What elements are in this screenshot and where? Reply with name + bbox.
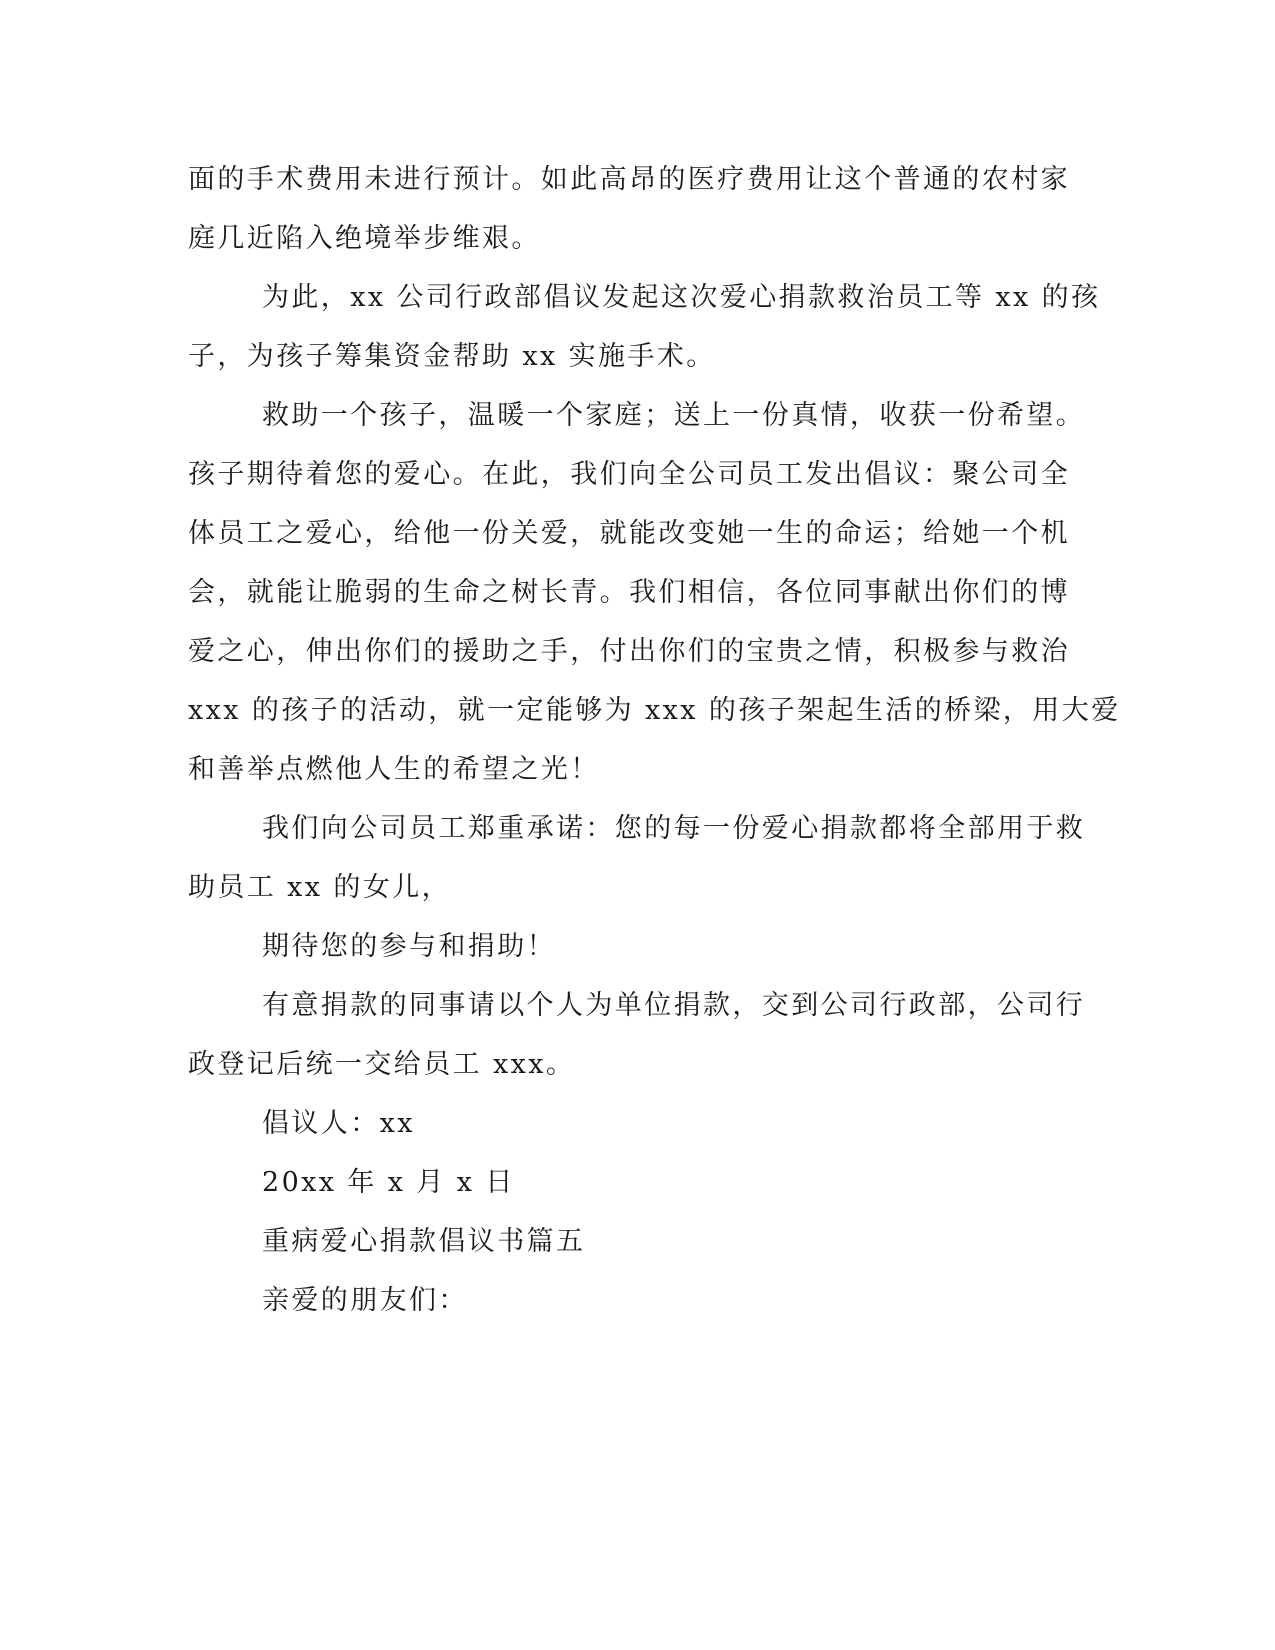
date-line: 20xx 年 x 月 x 日: [262, 1167, 515, 1198]
paragraph-2-line-2: 子，为孩子筹集资金帮助 xx 实施手术。: [188, 341, 716, 372]
paragraph-1-line-2: 庭几近陷入绝境举步维艰。: [188, 223, 541, 254]
paragraph-6-line-1: 有意捐款的同事请以个人为单位捐款，交到公司行政部，公司行: [262, 990, 1086, 1021]
paragraph-3-line-3: 体员工之爱心，给他一份关爱，就能改变她一生的命运；给她一个机: [188, 518, 1070, 549]
paragraph-2-line-1: 为此，xx 公司行政部倡议发起这次爱心捐款救治员工等 xx 的孩: [262, 282, 1101, 313]
paragraph-4-line-1: 我们向公司员工郑重承诺：您的每一份爱心捐款都将全部用于救: [262, 813, 1086, 844]
paragraph-6-line-2: 政登记后统一交给员工 xxx。: [188, 1049, 576, 1080]
proposer-line: 倡议人：xx: [262, 1108, 415, 1139]
paragraph-3-line-1: 救助一个孩子，温暖一个家庭；送上一份真情，收获一份希望。: [262, 400, 1086, 431]
paragraph-5-line-1: 期待您的参与和捐助！: [262, 931, 556, 962]
paragraph-3-line-4: 会，就能让脆弱的生命之树长青。我们相信，各位同事献出你们的博: [188, 577, 1070, 608]
salutation-line: 亲爱的朋友们：: [262, 1285, 468, 1316]
paragraph-4-line-2: 助员工 xx 的女儿，: [188, 872, 452, 903]
paragraph-3-line-6: xxx 的孩子的活动，就一定能够为 xxx 的孩子架起生活的桥梁，用大爱: [188, 695, 1121, 726]
paragraph-3-line-5: 爱之心，伸出你们的援助之手，付出你们的宝贵之情，积极参与救治: [188, 636, 1070, 667]
paragraph-3-line-2: 孩子期待着您的爱心。在此，我们向全公司员工发出倡议：聚公司全: [188, 459, 1070, 490]
paragraph-1-line-1: 面的手术费用未进行预计。如此高昂的医疗费用让这个普通的农村家: [188, 164, 1070, 195]
paragraph-3-line-7: 和善举点燃他人生的希望之光！: [188, 754, 600, 785]
section-heading: 重病爱心捐款倡议书篇五: [262, 1226, 586, 1257]
